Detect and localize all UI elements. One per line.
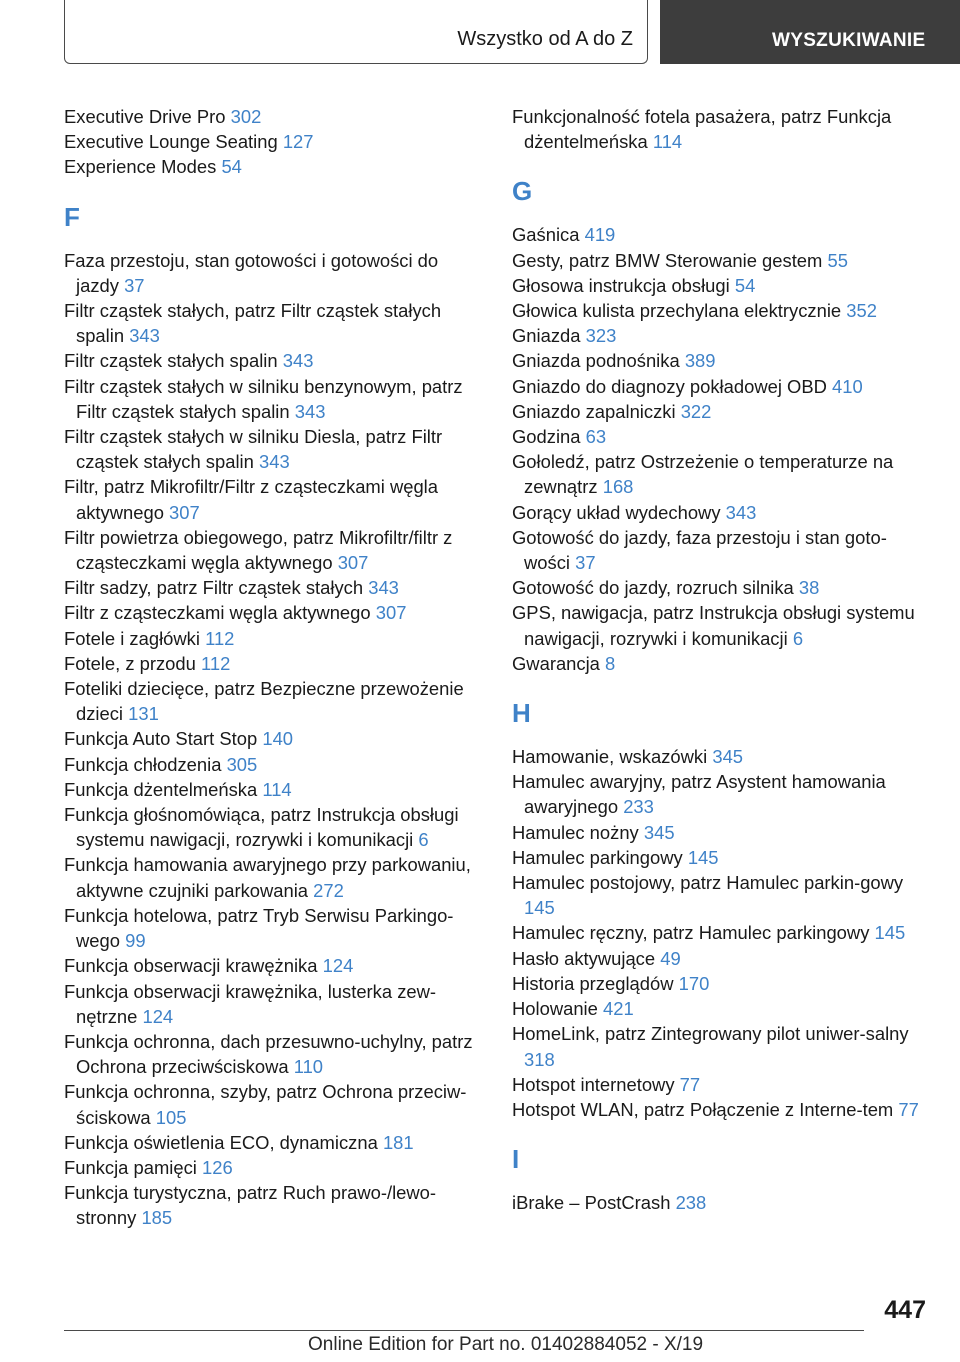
index-entry-text: Experience Modes xyxy=(64,156,217,178)
page-reference-link[interactable]: 63 xyxy=(585,426,607,448)
footer-divider xyxy=(64,1330,864,1331)
index-entry xyxy=(64,1180,484,1230)
index-entry-text: Hotspot WLAN, patrz Połączenie z Interne-tem xyxy=(512,1098,894,1120)
page-reference-link[interactable]: 54 xyxy=(734,274,756,296)
page-reference-link[interactable]: 8 xyxy=(605,652,616,674)
page-reference-link[interactable]: 127 xyxy=(282,131,314,153)
index-entry xyxy=(64,979,484,1029)
page-reference-link[interactable]: 124 xyxy=(322,955,354,977)
index-entry-text: Historia przeglądów xyxy=(512,972,674,994)
index-entry xyxy=(512,996,932,1021)
page-reference-link[interactable]: 419 xyxy=(584,224,616,246)
index-entry-text: Fotele, z przodu xyxy=(64,652,196,674)
index-entry xyxy=(512,651,932,676)
index-entry-text: Funkcja dżentelmeńska xyxy=(64,778,258,800)
index-entry xyxy=(64,953,484,978)
page-reference-link[interactable]: 140 xyxy=(262,728,294,750)
index-entry xyxy=(512,348,932,373)
index-entry-text: HomeLink, patrz Zintegrowany pilot uniwer-salny xyxy=(512,1023,909,1045)
index-entry xyxy=(64,1130,484,1155)
index-entry-text: Filtr powietrza obiegowego, patrz Mikrofiltr/filtr z cząsteczkami węgla aktywnego xyxy=(64,526,453,574)
index-entry xyxy=(512,273,932,298)
index-entry xyxy=(64,600,484,625)
page-reference-link[interactable]: 112 xyxy=(201,652,231,674)
index-entry xyxy=(512,920,932,945)
index-entry xyxy=(512,298,932,323)
index-letter-heading: F xyxy=(64,201,80,232)
index-entry xyxy=(512,820,932,845)
index-entry xyxy=(512,575,932,600)
index-letter-heading: G xyxy=(512,176,533,207)
index-entry-text: Fotele i zagłówki xyxy=(64,627,200,649)
index-entry-text: Hamulec postojowy, patrz Hamulec parkin-gowy xyxy=(512,872,904,894)
page-reference-link[interactable]: 168 xyxy=(602,476,634,498)
index-entry-text: Faza przestoju, stan gotowości i gotowości do jazdy xyxy=(64,249,439,296)
header-box xyxy=(64,0,648,64)
index-entry xyxy=(512,399,932,424)
index-entry-text: Hamulec parkingowy xyxy=(512,846,683,868)
index-entry xyxy=(64,903,484,953)
index-entry-text: Filtr cząstek stałych spalin xyxy=(64,350,278,372)
page-reference-link[interactable]: 6 xyxy=(792,627,804,649)
index-letter-heading: H xyxy=(512,698,531,729)
index-entry-text: Funkcja hotelowa, patrz Tryb Serwisu Parkingo-wego xyxy=(64,904,454,952)
index-entry-text: Executive Drive Pro xyxy=(64,106,226,127)
page-reference-link[interactable]: 345 xyxy=(712,746,744,768)
index-entry xyxy=(64,129,484,154)
index-entry xyxy=(512,424,932,449)
index-entry-text: Głosowa instrukcja obsługi xyxy=(512,274,730,296)
page-reference-link[interactable]: 238 xyxy=(675,1192,707,1214)
index-entry xyxy=(64,626,484,651)
index-entry-text: Executive Lounge Seating xyxy=(64,131,278,153)
page-reference-link[interactable]: 307 xyxy=(169,501,200,523)
page-reference-link[interactable]: 343 xyxy=(258,451,290,473)
index-entry xyxy=(64,726,484,751)
index-entry xyxy=(512,600,932,650)
page-reference-link[interactable]: 49 xyxy=(660,947,681,969)
index-entry xyxy=(512,525,932,575)
index-entry-text: Gniazdo zapalniczki xyxy=(512,400,676,422)
index-entry xyxy=(512,222,932,247)
index-entry xyxy=(512,1190,932,1215)
index-entry-text: Filtr cząstek stałych w silniku Diesla, patrz Filtr cząstek stałych spalin xyxy=(64,426,443,473)
index-entry xyxy=(512,946,932,971)
page-reference-link[interactable]: 410 xyxy=(832,375,863,397)
page-reference-link[interactable]: 307 xyxy=(337,552,369,574)
index-entry-text: Funkcja hamowania awaryjnego przy parkowaniu, aktywne czujniki parkowania xyxy=(64,854,471,901)
index-entry xyxy=(64,777,484,802)
page-reference-link[interactable]: 77 xyxy=(679,1073,701,1095)
index-entry xyxy=(64,802,484,852)
page-reference-link[interactable]: 37 xyxy=(575,552,596,574)
page-reference-link[interactable]: 6 xyxy=(418,829,429,851)
page-reference-link[interactable]: 105 xyxy=(155,1106,187,1128)
page-reference-link[interactable]: 307 xyxy=(375,602,407,624)
index-entry xyxy=(64,1079,484,1129)
index-entry xyxy=(64,104,484,129)
index-entry xyxy=(512,1072,932,1097)
index-entry-text: Hamowanie, wskazówki xyxy=(512,746,708,768)
index-entry-text: Gaśnica xyxy=(512,224,580,246)
index-entry xyxy=(64,752,484,777)
search-tab[interactable]: WYSZUKIWANIE xyxy=(660,0,960,64)
page-reference-link[interactable]: 181 xyxy=(382,1131,414,1153)
page-reference-link[interactable]: 345 xyxy=(643,821,675,843)
index-entry xyxy=(512,248,932,273)
index-entry-text: Gwarancja xyxy=(512,652,600,674)
page-number: 447 xyxy=(884,1296,926,1324)
page-reference-link[interactable]: 322 xyxy=(680,400,712,422)
index-entry xyxy=(512,449,932,499)
page-reference-link[interactable]: 37 xyxy=(124,274,145,296)
index-entry-text: Filtr z cząsteczkami węgla aktywnego xyxy=(64,602,371,624)
index-entry-text: Filtr sadzy, patrz Filtr cząstek stałych xyxy=(64,577,364,599)
page-reference-link[interactable]: 170 xyxy=(678,972,710,994)
index-entry xyxy=(512,845,932,870)
index-column-right xyxy=(512,104,932,1215)
page-reference-link[interactable]: 131 xyxy=(128,703,159,725)
page-reference-link[interactable]: 302 xyxy=(230,106,262,127)
index-entry xyxy=(64,676,484,726)
page-reference-link[interactable]: 343 xyxy=(368,577,399,599)
index-entry xyxy=(512,971,932,996)
index-entry-text: Funkcja ochronna, dach przesuwno-uchylny, patrz Ochrona przeciwściskowa xyxy=(64,1030,473,1078)
page-reference-link[interactable]: 99 xyxy=(125,930,146,952)
page-reference-link[interactable]: 233 xyxy=(623,796,654,818)
page-reference-link[interactable]: 126 xyxy=(202,1156,233,1178)
index-entry-text: Filtr cząstek stałych, patrz Filtr cząstek stałych spalin xyxy=(64,300,442,347)
index-entry-text: Holowanie xyxy=(512,998,598,1020)
index-entry-text: Gotowość do jazdy, rozruch silnika xyxy=(512,577,794,599)
index-entry-text: Głowica kulista przechylana elektrycznie xyxy=(512,300,842,322)
index-entry-text: Funkcjonalność fotela pasażera, patrz Funkcja dżentelmeńska xyxy=(512,106,892,153)
index-entry-text: iBrake – PostCrash xyxy=(512,1192,671,1214)
index-entry-text: Hamulec ręczny, patrz Hamulec parkingowy xyxy=(512,922,870,944)
index-entry-text: Gniazda podnośnika xyxy=(512,350,680,372)
index-entry-text: Funkcja turystyczna, patrz Ruch prawo-/lewo-stronny xyxy=(64,1182,437,1229)
page-reference-link[interactable]: 272 xyxy=(313,879,344,901)
index-entry xyxy=(64,474,484,524)
footer-edition-text: Online Edition for Part no. 01402884052 - X/19 xyxy=(308,1334,704,1355)
index-entry xyxy=(512,374,932,399)
page-reference-link[interactable]: 421 xyxy=(603,998,634,1020)
index-entry xyxy=(64,525,484,575)
page-reference-link[interactable]: 343 xyxy=(129,325,160,347)
page-reference-link[interactable]: 110 xyxy=(293,1056,324,1078)
index-entry-text: Gorący układ wydechowy xyxy=(512,501,721,523)
page-reference-link[interactable]: 77 xyxy=(898,1098,919,1120)
index-entry-text: Gniazdo do diagnozy pokładowej OBD xyxy=(512,375,827,397)
index-entry-text: Funkcja pamięci xyxy=(64,1156,197,1178)
page-reference-link[interactable]: 114 xyxy=(262,778,292,800)
page-reference-link[interactable]: 352 xyxy=(846,300,877,322)
page-reference-link[interactable]: 305 xyxy=(226,753,258,775)
index-entry-text: Funkcja oświetlenia ECO, dynamiczna xyxy=(64,1131,378,1153)
page-reference-link[interactable]: 343 xyxy=(282,350,314,372)
page-reference-link[interactable]: 145 xyxy=(687,846,719,868)
index-entry-text: Godzina xyxy=(512,426,581,448)
index-entry-text: Hamulec nożny xyxy=(512,821,639,843)
index-entry xyxy=(64,374,484,424)
index-entry-text: Funkcja obserwacji krawężnika, lusterka zew-nętrzne xyxy=(64,980,437,1027)
page-reference-link[interactable]: 124 xyxy=(142,1005,174,1027)
page-reference-link[interactable]: 55 xyxy=(827,249,848,271)
index-entry-text: Funkcja głośnomówiąca, patrz Instrukcja obsługi systemu nawigacji, rozrywki i komunikacji xyxy=(64,804,459,851)
index-entry-text: Gesty, patrz BMW Sterowanie gestem xyxy=(512,249,823,271)
page-reference-link[interactable]: 145 xyxy=(874,922,906,944)
index-entry xyxy=(512,1097,932,1122)
index-entry-text: Funkcja Auto Start Stop xyxy=(64,728,258,750)
index-entry-text: Filtr, patrz Mikrofiltr/Filtr z cząsteczkami węgla aktywnego xyxy=(64,476,438,523)
index-entry xyxy=(64,424,484,474)
index-entry xyxy=(512,500,932,525)
index-entry-text: GPS, nawigacja, patrz Instrukcja obsługi systemu nawigacji, rozrywki i komunikacji xyxy=(512,602,915,649)
page-reference-link[interactable]: 323 xyxy=(585,325,617,347)
index-entry xyxy=(64,651,484,676)
index-entry xyxy=(64,1029,484,1079)
index-letter-heading: I xyxy=(512,1144,520,1175)
index-entry xyxy=(512,769,932,819)
index-entry xyxy=(64,154,484,179)
index-entry-text: Hasło aktywujące xyxy=(512,947,656,969)
index-entry-text: Gołoledź, patrz Ostrzeżenie o temperaturze na zewnątrz xyxy=(512,451,894,498)
index-entry-text: Hotspot internetowy xyxy=(512,1073,675,1095)
index-entry xyxy=(64,248,484,298)
index-entry-text: Foteliki dziecięce, patrz Bezpieczne przewożenie dzieci xyxy=(64,678,464,725)
index-entry-text: Funkcja obserwacji krawężnika xyxy=(64,955,318,977)
index-entry xyxy=(512,870,932,920)
page-reference-link[interactable]: 389 xyxy=(684,350,716,372)
index-entry-text: Hamulec awaryjny, patrz Asystent hamowania awaryjnego xyxy=(512,771,886,818)
page-reference-link[interactable]: 114 xyxy=(652,131,683,153)
page-reference-link[interactable]: 343 xyxy=(725,501,757,523)
index-entry-text: Filtr cząstek stałych w silniku benzynowym, patrz Filtr cząstek stałych spalin xyxy=(64,375,463,422)
index-entry xyxy=(512,744,932,769)
page-reference-link[interactable]: 54 xyxy=(221,156,242,178)
index-entry xyxy=(64,298,484,348)
index-entry xyxy=(64,852,484,902)
index-column-left xyxy=(64,104,484,1231)
index-entry xyxy=(64,348,484,373)
section-title: Wszystko od A do Z xyxy=(457,28,633,50)
index-entry xyxy=(64,575,484,600)
page-reference-link[interactable]: 112 xyxy=(205,627,235,649)
index-entry-text: Funkcja chłodzenia xyxy=(64,753,222,775)
index-entry-text: Gotowość do jazdy, faza przestoju i stan goto-wości xyxy=(512,526,887,574)
page-reference-link[interactable]: 343 xyxy=(294,400,326,422)
page-reference-link[interactable]: 145 xyxy=(524,897,555,919)
page-reference-link[interactable]: 318 xyxy=(524,1048,555,1070)
page-reference-link[interactable]: 185 xyxy=(141,1207,173,1229)
index-entry-text: Funkcja ochronna, szyby, patrz Ochrona przeciw-ściskowa xyxy=(64,1081,467,1128)
index-entry xyxy=(512,104,932,154)
index-entry xyxy=(64,1155,484,1180)
index-entry xyxy=(512,323,932,348)
page-reference-link[interactable]: 38 xyxy=(798,577,820,599)
index-entry-text: Gniazda xyxy=(512,325,581,347)
index-entry xyxy=(512,1021,932,1071)
